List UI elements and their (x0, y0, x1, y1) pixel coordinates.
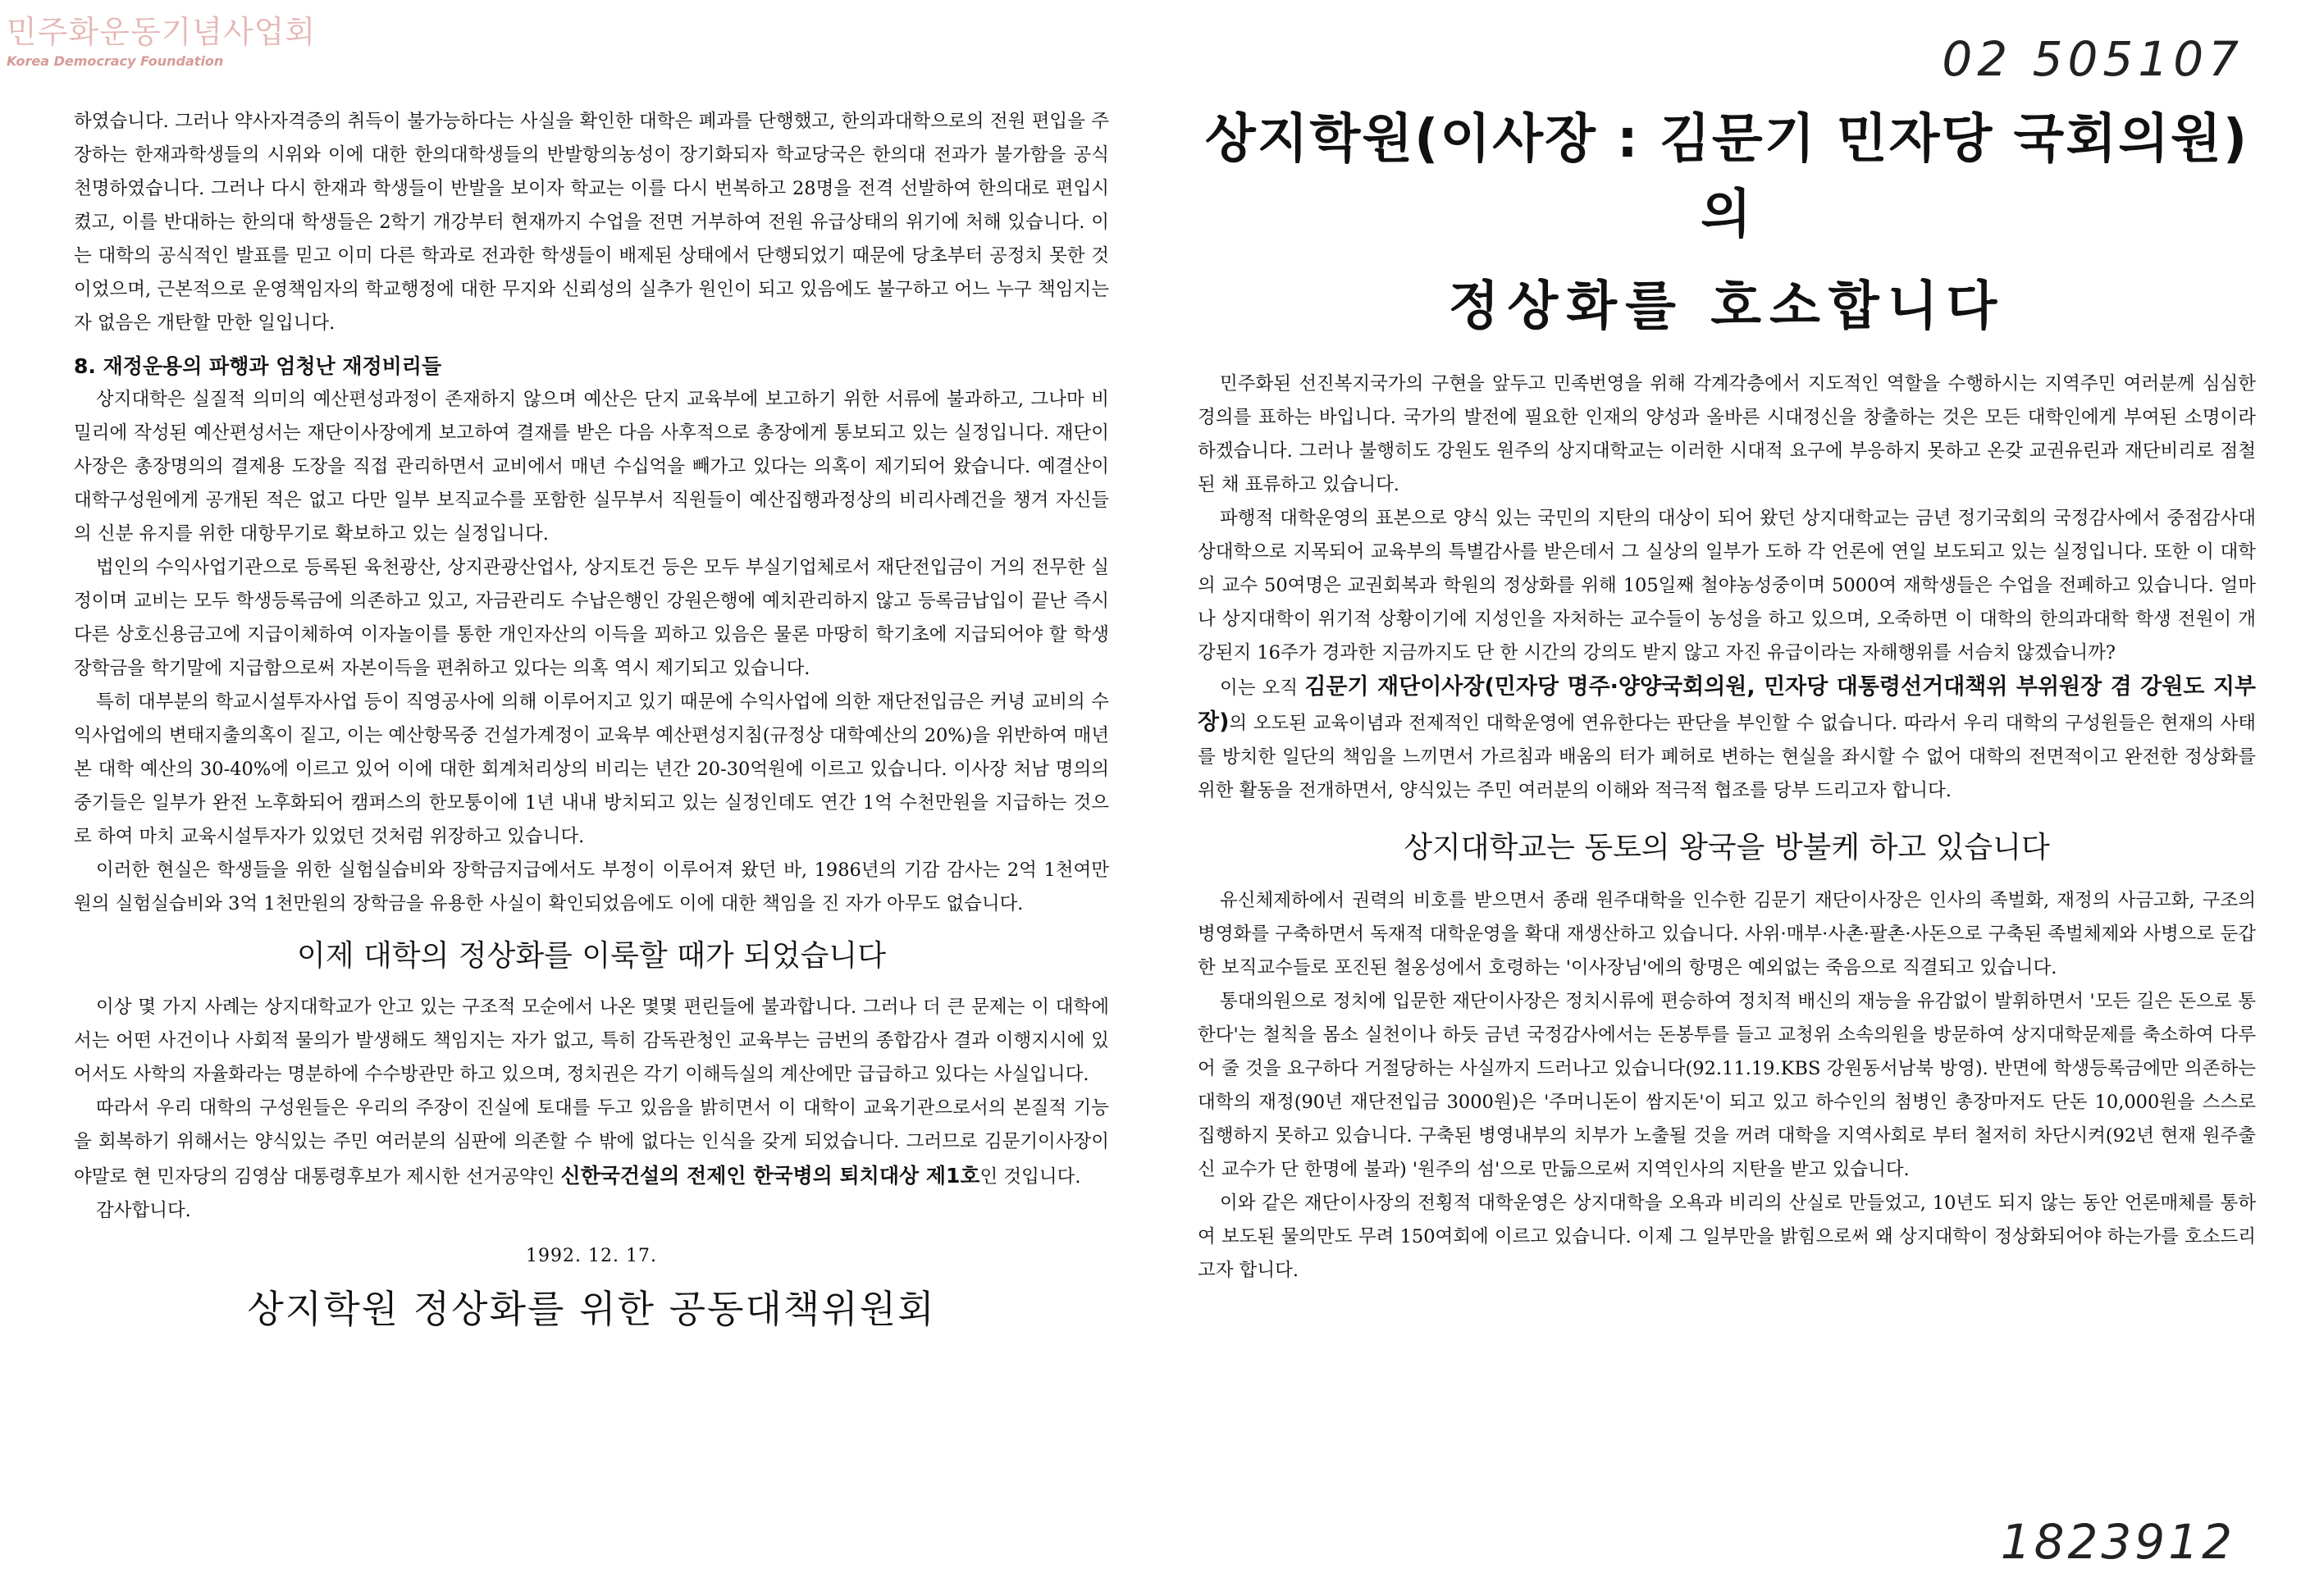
right-column (1198, 97, 2256, 1288)
handwritten-number-top: 02 505107 (1942, 31, 2244, 87)
left-paragraph-7-emphasis: 신한국건설의 전제인 한국병의 퇴치대상 제1호 (560, 1164, 980, 1188)
left-paragraph-1: 하였습니다. 그러나 약사자격증의 취득이 불가능하다는 사실을 확인한 대학은 폐과를 단행했고, 한의과대학으로의 전원 편입을 주장하는 한재과학생들의 시위와 이에 대한 한의대학생들의 반발항의농성이 장기화되자 학교당국은 한의대 전과가 불가함을 공식 천명하였습니다. 그러나 다시 한재과 학생들이 반발을 보이자 학교는 이를 다시 번복하고 28명을 전격 선발하여 한의대로 편입시켰고, 이를 반대하는 한의대 학생들은 2학기 개강부터 현재까지 수업을 전면 거부하여 전원 유급상태의 위기에 처해 있습니다. 이는 대학의 공식적인 발표를 믿고 이미 다른 학과로 전과한 학생들이 배제된 상태에서 단행되었기 때문에 당초부터 공정치 못한 것이었으며, 근본적으로 운영책임자의 학교행정에 대한 무지와 신뢰성의 실추가 원인이 되고 있음에도 불구하고 어느 누구 책임지는 자 없음은 개탄할 만한 일입니다. (74, 111, 1109, 334)
right-paragraph-3 (1198, 670, 2256, 808)
right-paragraph-2: 파행적 대학운영의 표본으로 양식 있는 국민의 지탄의 대상이 되어 왔던 상지대학교는 금년 정기국회의 국정감사에서 중점감사대상대학으로 지목되어 교육부의 특별감사를 받은데서 그 실상의 일부가 도하 각 언론에 연일 보도되고 있는 실정입니다. 또한 이 대학의 교수 50여명은 교권회복과 학원의 정상화를 위해 105일째 철야농성중이며 5000여 재학생들은 수업을 전폐하고 있습니다. 얼마나 상지대학이 위기적 상황이기에 지성인을 자처하는 교수들이 농성을 하고 있으며, 오죽하면 이 대학의 한의과대학 학생 전원이 개강된지 16주가 경과한 지금까지도 단 한 시간의 강의도 받지 않고 자진 유급이라는 자해행위를 서슴치 않겠습니까? (1198, 508, 2256, 663)
right-paragraph-6: 이와 같은 재단이사장의 전횡적 대학운영은 상지대학을 오욕과 비리의 산실로 만들었고, 10년도 되지 않는 동안 언론매체를 통하여 보도된 물의만도 무려 150여회에 이르고 있습니다. 이제 그 일부만을 밝힘으로써 왜 상지대학이 정상화되어야 하는가를 호소드리고자 합니다. (1198, 1192, 2256, 1281)
handwritten-number-bottom: 1823912 (2000, 1514, 2235, 1570)
right-paragraph-4: 유신체제하에서 권력의 비호를 받으면서 종래 원주대학을 인수한 김문기 재단이사장은 인사의 족벌화, 재정의 사금고화, 구조의 병영화를 구축하면서 독재적 대학운영을 확대 재생산하고 있습니다. 사위·매부·사촌·팔촌·사돈으로 구축된 족벌체제와 사병으로 둔갑한 보직교수들로 포진된 철옹성에서 호령하는 '이사장님'에의 항명은 예외없는 죽음으로 직결되고 있습니다. (1198, 890, 2256, 978)
right-paragraph-1: 민주화된 선진복지국가의 구현을 앞두고 민족번영을 위해 각계각층에서 지도적인 역할을 수행하시는 지역주민 여러분께 심심한 경의를 표하는 바입니다. 국가의 발전에 필요한 인재의 양성과 올바른 시대정신을 창출하는 것은 모든 대학인에게 부여된 소명이라 하겠습니다. 그러나 불행히도 강원도 원주의 상지대학교는 이러한 시대적 요구에 부응하지 못하고 온갖 교권유린과 재단비리로 점철된 채 표류하고 있습니다. (1198, 373, 2256, 495)
left-paragraph-7-end: 인 것입니다. (979, 1166, 1081, 1188)
appeal-title-line-2: 정상화를 호소합니다 (1448, 276, 2006, 337)
left-paragraph-2: 상지대학은 실질적 의미의 예산편성과정이 존재하지 않으며 예산은 단지 교육부에 보고하기 위한 서류에 불과하고, 그나마 비밀리에 작성된 예산편성서는 재단이사장에게 보고하여 결재를 받은 다음 사후적으로 총장에게 통보되고 있는 실정입니다. 재단이사장은 총장명의의 결제용 도장을 직접 관리하면서 교비에서 매년 수십억을 빼가고 있다는 의혹이 제기되어 왔습니다. 예결산이 대학구성원에게 공개된 적은 없고 다만 일부 보직교수를 포함한 실무부서 직원들이 예산집행과정상의 비리사례건을 챙겨 자신들의 신분 유지를 위한 대항무기로 확보하고 있는 실정입니다. (74, 389, 1109, 545)
thanks-line: 감사합니다. (96, 1200, 191, 1221)
committee-signature: 상지학원 정상화를 위한 공동대책위원회 (247, 1287, 936, 1331)
right-subheading: 상지대학교는 동토의 왕국을 방불케 하고 있습니다 (1404, 831, 2050, 864)
left-paragraph-6: 이상 몇 가지 사례는 상지대학교가 안고 있는 구조적 모순에서 나온 몇몇 편린들에 불과합니다. 그러나 더 큰 문제는 이 대학에서는 어떤 사건이나 사회적 물의가 발생해도 책임지는 자가 없고, 특히 감독관청인 교육부는 금번의 종합감사 결과 이행지시에 있어서도 사학의 자율화라는 명분하에 수수방관만 하고 있으며, 정치권은 각기 이해득실의 계산에만 급급하고 있다는 사실입니다. (74, 996, 1109, 1085)
left-paragraph-7 (74, 1092, 1109, 1194)
right-paragraph-3-start: 이는 오직 (1220, 677, 1299, 699)
watermark-english: Korea Democracy Foundation (7, 53, 224, 69)
left-paragraph-3: 법인의 수익사업기관으로 등록된 육천광산, 상지관광산업사, 상지토건 등은 모두 부실기업체로서 재단전입금이 거의 전무한 실정이며 교비는 모두 학생등록금에 의존하고 있고, 자금관리도 수납은행인 강원은행에 예치관리하지 않고 등록금납입이 끝난 즉시 다른 상호신용금고에 지급이체하여 이자놀이를 통한 개인자산의 이득을 꾀하고 있음은 물론 마땅히 학기초에 지급되어야 할 학생장학금을 학기말에 지급함으로써 자본이득을 편취하고 있다는 의혹 역시 제기되고 있습니다. (74, 557, 1109, 679)
section-8-heading: 8. 재정운용의 파행과 엄청난 재정비리들 (74, 354, 442, 378)
watermark-logo (7, 7, 316, 69)
appeal-title-line-1: 상지학원(이사장 : 김문기 민자당 국회의원)의 (1204, 109, 2249, 245)
left-paragraph-7-text: 따라서 우리 대학의 구성원들은 우리의 주장이 진실에 토대를 두고 있음을 밝히면서 이 대학이 교육기관으로서의 본질적 기능을 회복하기 위해서는 양식있는 주민 여러분의 심판에 의존할 수 밖에 없다는 인식을 갖게 되었습니다. 그러므로 김문기이사장이야말로 현 민자당의 김영삼 대통령후보가 제시한 선거공약인 (74, 1097, 1109, 1188)
left-subheading: 이제 대학의 정상화를 이룩할 때가 되었습니다 (297, 939, 886, 973)
watermark-korean: 민주화운동기념사업회 (7, 14, 317, 50)
left-paragraph-5: 이러한 현실은 학생들을 위한 실험실습비와 장학금지급에서도 부정이 이루어져 왔던 바, 1986년의 기감 감사는 2억 1천여만원의 실험실습비와 3억 1천만원의 장학금을 유용한 사실이 확인되었음에도 이에 대한 책임을 진 자가 아무도 없습니다. (74, 860, 1109, 914)
right-paragraph-3-end: 의 오도된 교육이념과 전제적인 대학운영에 연유한다는 판단을 부인할 수 없습니다. 따라서 우리 대학의 구성원들은 현재의 사태를 방치한 일단의 책임을 느끼면서 가르침과 배움의 터가 폐허로 변하는 현실을 좌시할 수 없어 대학의 전면적이고 완전한 정상화를 위한 활동을 전개하면서, 양식있는 주민 여러분의 이해와 적극적 협조를 당부 드리고자 합니다. (1198, 713, 2256, 801)
document-date: 1992. 12. 17. (526, 1246, 657, 1266)
right-paragraph-3-emphasis: 김문기 재단이사장(민자당 명주·양양국회의원, 민자당 대통령선거대책위 부위원장 겸 강원도 지부장) (1198, 674, 2256, 735)
right-paragraph-5: 통대의원으로 정치에 입문한 재단이사장은 정치시류에 편승하여 정치적 배신의 재능을 유감없이 발휘하면서 '모든 길은 돈으로 통한다'는 철칙을 몸소 실천이나 하듯 금년 국정감사에서는 돈봉투를 들고 교청위 소속의원을 방문하여 상지대학문제를 축소하여 다루어 줄 것을 요구하다 거절당하는 사실까지 드러나고 있습니다(92.11.19.KBS 강원동서남북 방영). 반면에 학생등록금에만 의존하는 대학의 재정(90년 재단전입금 3000원)은 '주머니돈이 쌈지돈'이 되고 있고 하수인의 첨병인 총장마저도 단돈 10,000원을 스스로 집행하지 못하고 있습니다. 구축된 병영내부의 치부가 노출될 것을 꺼려 대학을 지역사회로 부터 철저히 차단시켜(92년 현재 원주출신 교수가 단 한명에 불과) '원주의 섬'으로 만듦으로써 지역인사의 지탄을 받고 있습니다. (1198, 991, 2256, 1180)
left-column (74, 105, 1109, 1334)
left-paragraph-4: 특히 대부분의 학교시설투자사업 등이 직영공사에 의해 이루어지고 있기 때문에 수익사업에 의한 재단전입금은 커녕 교비의 수익사업에의 변태지출의혹이 짙고, 이는 예산항목중 건설가계정이 교육부 예산편성지침(규정상 대학예산의 20%)을 위반하여 매년 본 대학 예산의 30-40%에 이르고 있어 이에 대한 회계처리상의 비리는 년간 20-30억원에 이르고 있습니다. 이사장 처남 명의의 중기들은 일부가 완전 노후화되어 캠퍼스의 한모퉁이에 1년 내내 방치되고 있는 실정인데도 연간 1억 수천만원을 지급하는 것으로 하여 마치 교육시설투자가 있었던 것처럼 위장하고 있습니다. (74, 691, 1109, 847)
